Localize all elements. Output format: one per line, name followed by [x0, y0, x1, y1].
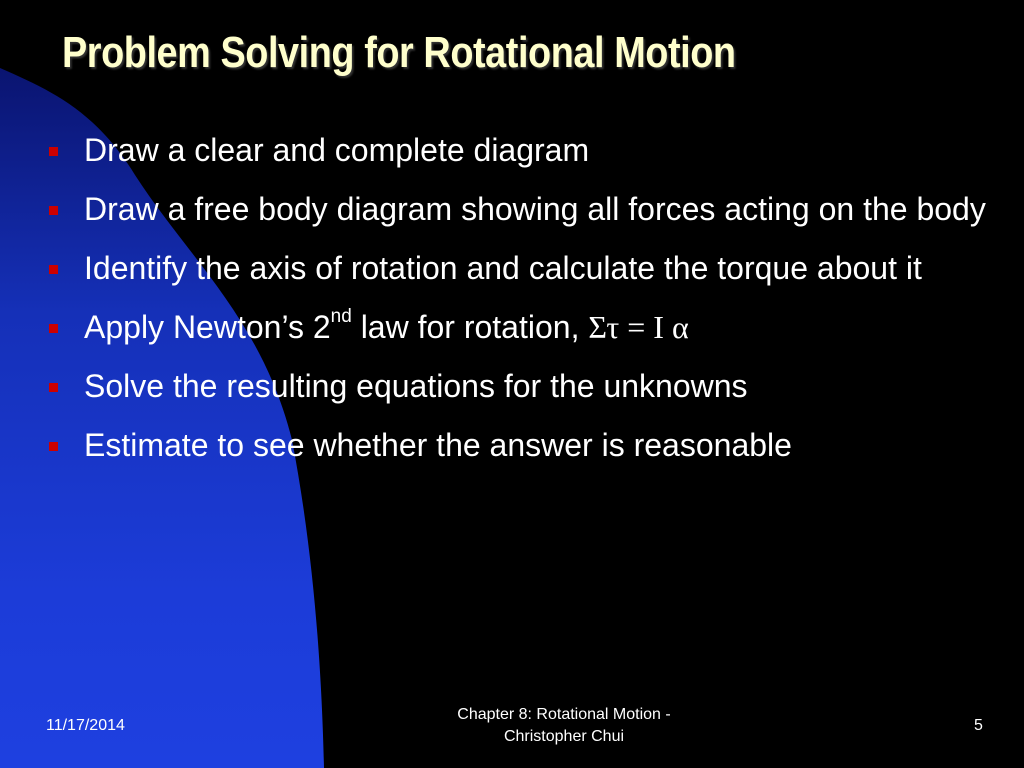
slide-title: Problem Solving for Rotational Motion — [62, 28, 736, 77]
bullet-text: Draw a free body diagram showing all forces acting on the body — [84, 191, 986, 227]
footer-author-line: Christopher Chui — [503, 728, 625, 745]
bullet-square-icon — [49, 206, 58, 215]
footer-chapter — [412, 704, 716, 748]
footer-chapter-line: Chapter 8: Rotational Motion - — [457, 706, 671, 723]
bullet-item — [46, 187, 996, 231]
bullet-item — [46, 246, 996, 290]
bullet-text: Identify the axis of rotation and calculate the torque about it — [84, 250, 922, 286]
bullet-text: Draw a clear and complete diagram — [84, 132, 590, 168]
bullet-text: Estimate to see whether the answer is reasonable — [84, 427, 792, 463]
bullet-square-icon — [49, 324, 58, 333]
bullet-text-prefix: Apply Newton’s 2 — [84, 309, 331, 345]
bullet-square-icon — [49, 147, 58, 156]
bullet-item — [46, 364, 996, 408]
bullet-square-icon — [49, 265, 58, 274]
torque-formula: Στ = I α — [588, 309, 689, 345]
page-number: 5 — [974, 717, 983, 734]
bullet-text: Solve the resulting equations for the unknowns — [84, 368, 748, 404]
ordinal-superscript: nd — [330, 306, 352, 328]
bullet-item — [46, 128, 996, 172]
bullet-item — [46, 305, 996, 349]
footer-date: 11/17/2014 — [46, 717, 125, 734]
bullet-square-icon — [49, 383, 58, 392]
bullet-square-icon — [49, 442, 58, 451]
bullet-text-middle: law for rotation, — [351, 309, 589, 345]
bullet-list — [46, 128, 996, 482]
bullet-item — [46, 423, 996, 467]
